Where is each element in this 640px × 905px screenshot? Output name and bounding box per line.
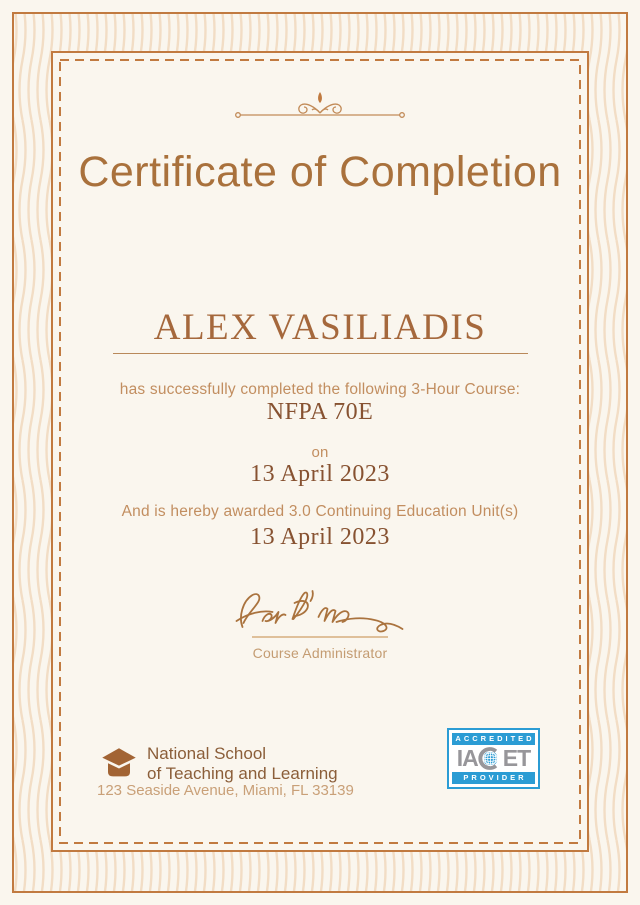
recipient-name: ALEX VASILIADIS	[153, 307, 487, 348]
certificate-title: Certificate of Completion	[78, 148, 562, 196]
recipient-name-underline	[113, 353, 528, 354]
iacet-c-globe-icon	[477, 745, 504, 772]
signature-line	[252, 636, 388, 638]
iacet-wordmark	[452, 745, 535, 772]
iacet-accreditation-badge	[447, 728, 540, 789]
completion-date: 13 April 2023	[250, 461, 390, 487]
iacet-letters-left: IA	[456, 745, 478, 771]
issuer-name	[147, 744, 338, 784]
ornament-divider-icon	[232, 88, 408, 126]
signatory-title: Course Administrator	[252, 645, 388, 661]
award-date: 13 April 2023	[250, 524, 390, 550]
issuer-name-line2: of Teaching and Learning	[147, 764, 338, 783]
date-preposition: on	[311, 444, 329, 461]
course-name: NFPA 70E	[266, 399, 374, 425]
signature-icon	[233, 583, 408, 641]
accredited-label: ACCREDITED	[452, 733, 535, 745]
issuer-address: 123 Seaside Avenue, Miami, FL 33139	[97, 782, 354, 799]
iacet-letters-right: ET	[502, 745, 531, 771]
provider-label: PROVIDER	[452, 772, 535, 784]
completion-statement: has successfully completed the following 3-Hour Course:	[119, 381, 521, 398]
award-statement: And is hereby awarded 3.0 Continuing Education Unit(s)	[121, 503, 519, 520]
issuer-name-line1: National School	[147, 744, 267, 763]
graduation-cap-icon	[97, 744, 141, 780]
